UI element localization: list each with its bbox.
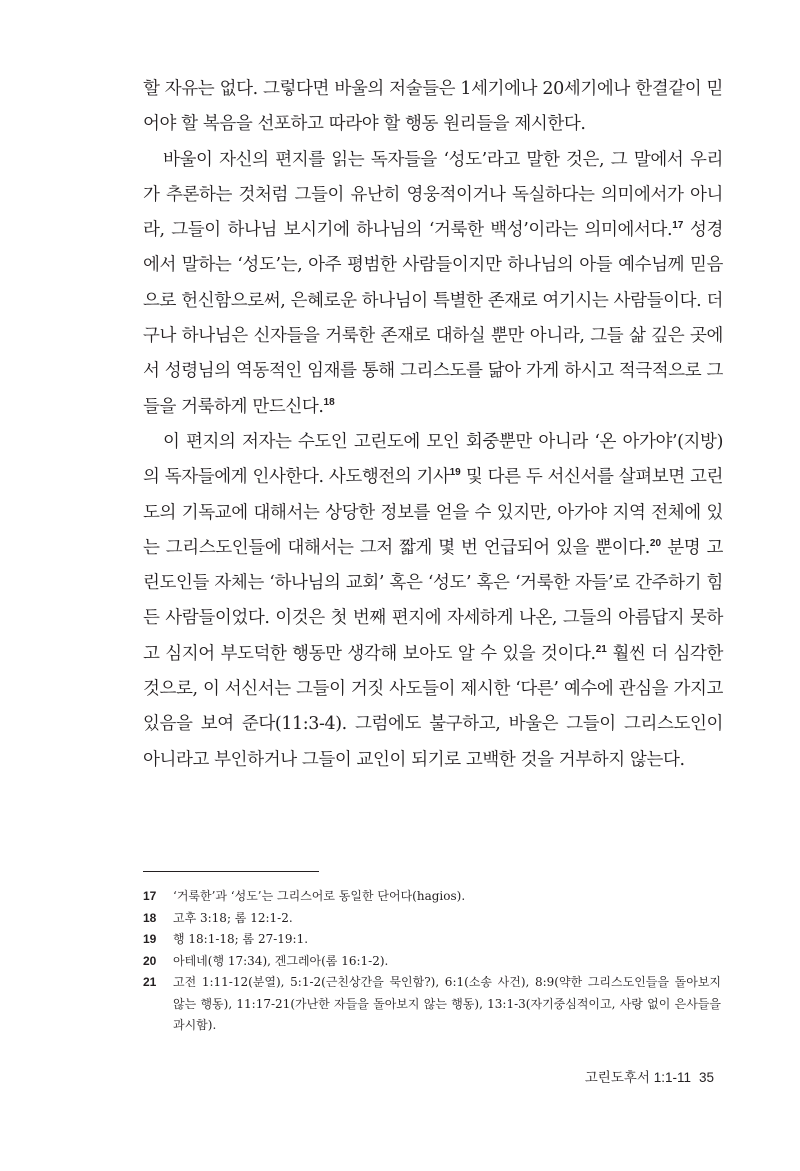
running-title: 고린도후서 1:1-11 <box>584 1070 691 1085</box>
footnote-text: ‘거룩한’과 ‘성도’는 그리스어로 동일한 단어다(hagios). <box>173 889 466 903</box>
paragraph-2-text-b: 성경에서 말하는 ‘성도’는, 아주 평범한 사람들이지만 하나님의 아들 예수님께 믿음으로 헌신함으로써, 은혜로운 하나님이 특별한 존재로 여기시는 사람들이다. 더구나 하나님은 신자들을 거룩한 존재로 대하실 뿐만 아니라, 그들 삶 깊은 곳에서 성령님의 역동적인 임재를 통해 그리스도를 닮아 가게 하시고 적극적으로 그들을 거룩하게 만드신다. <box>143 220 723 417</box>
footnote-ref-18: 18 <box>323 396 335 408</box>
footnote-number: 18 <box>143 910 157 925</box>
page-footer <box>585 1069 714 1087</box>
footnote <box>143 951 721 973</box>
footnotes <box>143 886 721 1037</box>
paragraph-3-text-b: 및 다른 두 서신서를 살펴보면 고린도의 기독교에 대해서는 상당한 정보를 얻을 수 있지만, 아가야 지역 전체에 있는 그리스도인들에 대해서는 그저 짧게 몇 번 언급되어 있을 뿐이다. <box>143 467 724 558</box>
footnote <box>143 908 721 930</box>
paragraph-3 <box>143 425 723 778</box>
footnote <box>143 929 721 951</box>
footnote-text: 고후 3:18; 롬 12:1-2. <box>173 910 293 925</box>
footnote-number: 19 <box>143 932 157 946</box>
footnote-ref-17: 17 <box>672 220 684 232</box>
footnote-ref-19: 19 <box>449 467 461 479</box>
paragraph-1 <box>143 72 723 143</box>
footnote <box>143 886 721 908</box>
footnote-text: 고전 1:11-12(분열), 5:1-2(근친상간을 묵인함?), 6:1(소송 사건), 8:9(약한 그리스도인들을 돌아보지 않는 행동), 11:17-21(가난한 자들을 돌아보지 않는 행동), 13:1-3(자기중심적이고, 사랑 없이 은사들을 과시함). <box>173 975 721 1032</box>
footnote-ref-20: 20 <box>649 537 662 549</box>
paragraph-1-text: 할 자유는 없다. 그렇다면 바울의 저술들은 1세기에나 20세기에나 한결같이 믿어야 할 복음을 선포하고 따라야 할 행동 원리들을 제시한다. <box>143 79 723 135</box>
footnote-number: 20 <box>143 953 157 968</box>
footnote-number: 17 <box>143 889 157 903</box>
footnote-text: 행 18:1-18; 롬 27-19:1. <box>173 932 309 946</box>
paragraph-3-text-c: 분명 고린도인들 자체는 ‘하나님의 교회’ 혹은 ‘성도’ 혹은 ‘거룩한 자들’로 간주하기 힘든 사람들이었다. 이것은 첫 번째 편지에 자세하게 나온, 그들의 아름답지 못하고 심지어 부도덕한 행동만 생각해 보아도 알 수 있을 것이다. <box>143 537 723 664</box>
paragraph-2 <box>143 143 723 425</box>
footnote-text: 아테네(행 17:34), 겐그레아(롬 16:1-2). <box>173 953 389 968</box>
page-number: 35 <box>698 1070 714 1085</box>
footnote-ref-21: 21 <box>595 643 607 655</box>
paragraph-2-text-a: 바울이 자신의 편지를 읽는 독자들을 ‘성도’라고 말한 것은, 그 말에서 우리가 추론하는 것처럼 그들이 유난히 영웅적이거나 독실하다는 의미에서가 아니라, 그들이 하나님 보시기에 하나님의 ‘거룩한 백성’이라는 의미에서다. <box>143 149 723 241</box>
paragraph-3-text-d: 훨씬 더 심각한 것으로, 이 서신서는 그들이 거짓 사도들이 제시한 ‘다른’ 예수에 관심을 가지고 있음을 보여 준다(11:3-4). 그럼에도 불구하고, 바울은 그들이 그리스도인이 아니라고 부인하거나 그들이 교인이 되기로 고백한 것을 거부하지 않는다. <box>143 643 723 770</box>
footnote-divider <box>143 871 319 872</box>
main-text <box>143 72 723 778</box>
footnote-number: 21 <box>143 975 157 989</box>
footnote <box>143 972 721 1037</box>
paragraph-3-text-a: 이 편지의 저자는 수도인 고린도에 모인 회중뿐만 아니라 ‘온 아가야’(지방)의 독자들에게 인사한다. 사도행전의 기사 <box>143 431 723 488</box>
